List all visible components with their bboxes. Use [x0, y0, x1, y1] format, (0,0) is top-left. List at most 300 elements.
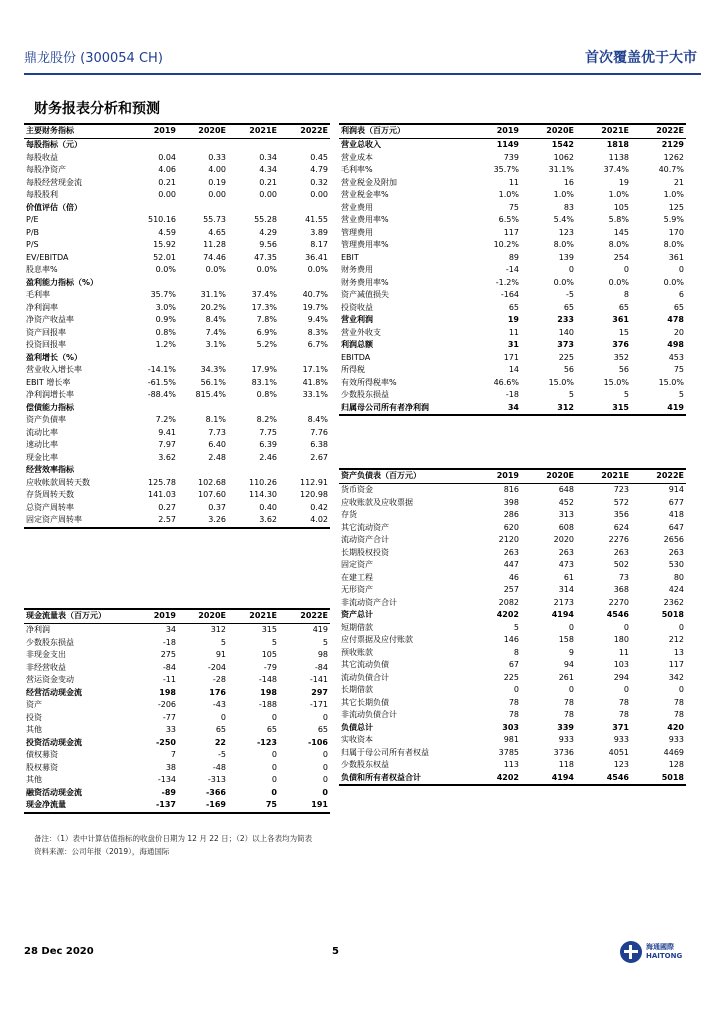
row-value: 352 [613, 352, 629, 362]
row-value: 225 [503, 672, 519, 682]
row-label: 每股净资产 [26, 165, 66, 174]
row-label: 应付票据及应付账款 [341, 635, 413, 644]
row-value: 4546 [606, 610, 629, 619]
table-row [24, 264, 330, 277]
row-label: 毛利率% [341, 165, 373, 174]
row-value: 2656 [663, 535, 684, 544]
row-value: 7.73 [208, 427, 226, 437]
row-value: -11 [162, 675, 176, 684]
row-value: 141.03 [148, 490, 176, 499]
table-row [339, 389, 686, 402]
row-value: 3.0% [155, 302, 176, 312]
row-value: 41.8% [302, 377, 328, 387]
row-value: -18 [505, 390, 519, 399]
row-value: 65 [215, 725, 226, 734]
row-value: 4.29 [259, 227, 277, 237]
row-value: 7 [170, 750, 176, 759]
row-value: 447 [503, 560, 519, 569]
row-value: 4.59 [158, 227, 176, 237]
row-value [128, 402, 178, 415]
row-value: 140 [558, 327, 574, 337]
table-row [24, 799, 330, 813]
table-row [24, 687, 330, 700]
row-label: 固定资产 [341, 560, 373, 569]
row-label: EBIT [341, 252, 359, 262]
year-header: 2022E [279, 124, 330, 139]
row-value: 418 [668, 510, 684, 519]
table-row [339, 759, 686, 772]
row-value: 94 [563, 660, 574, 669]
row-value: 0.0% [205, 265, 226, 274]
table-row [24, 189, 330, 202]
row-value: 8.0% [553, 240, 574, 249]
row-value: 6.40 [208, 440, 226, 449]
row-value: 2020 [553, 535, 574, 544]
table-row [339, 772, 686, 786]
row-value [279, 139, 330, 152]
row-value: 356 [613, 510, 629, 519]
row-value: 19 [507, 315, 519, 324]
row-value: 8.3% [307, 327, 328, 337]
row-value: 1262 [663, 152, 684, 162]
table-row [24, 774, 330, 787]
row-label: P/B [26, 227, 40, 237]
row-value: 933 [613, 735, 629, 744]
row-value: 2129 [661, 140, 684, 149]
row-label: 营业利润 [341, 315, 373, 324]
row-value: 117 [503, 227, 519, 237]
year-header: 2021E [228, 609, 279, 624]
row-value: 0.0% [663, 277, 684, 287]
row-value: 20 [673, 327, 684, 337]
row-value: 78 [508, 710, 519, 719]
row-value: 420 [667, 722, 684, 732]
row-value [228, 402, 279, 415]
row-value: 55.28 [254, 215, 277, 224]
row-value: 105 [613, 202, 629, 212]
year-header: 2022E [279, 609, 330, 624]
row-value: -89 [161, 787, 176, 797]
table-title: 利润表（百万元） [339, 124, 467, 139]
row-value: 8.4% [307, 415, 328, 424]
row-value: 0 [271, 712, 277, 722]
year-header: 2021E [228, 124, 279, 139]
row-value: 15 [618, 327, 629, 337]
row-value: 35.7% [493, 165, 519, 174]
row-value: 0 [568, 685, 574, 694]
row-value: 1.0% [608, 190, 629, 199]
row-value: 4.65 [208, 227, 226, 237]
row-value: 125 [668, 202, 684, 212]
row-label: 非现金支出 [26, 650, 66, 659]
row-label: 财务费用率% [341, 277, 389, 287]
row-value: 275 [160, 650, 176, 659]
table-row [339, 189, 686, 202]
row-label: 在建工程 [341, 572, 373, 582]
row-value: 0.00 [158, 190, 176, 199]
row-label: 现金净流量 [24, 799, 128, 813]
row-value: 0 [623, 265, 629, 274]
row-label: 资产负债率 [26, 415, 66, 424]
row-value: 55.73 [203, 215, 226, 224]
row-value: 56 [618, 365, 629, 374]
row-value: 739 [503, 152, 519, 162]
row-value: 5.2% [256, 340, 277, 349]
row-value: -204 [207, 662, 226, 672]
row-value: 34 [165, 625, 176, 634]
row-value: 452 [558, 497, 574, 507]
row-label: 投资 [26, 712, 42, 722]
row-value: -28 [212, 675, 226, 684]
row-value: 65 [508, 302, 519, 312]
table-row [24, 364, 330, 377]
row-value: 107.60 [198, 490, 226, 499]
row-value: 5 [220, 637, 226, 647]
row-label: 归属于母公司所有者权益 [341, 747, 429, 757]
balance-sheet-table [339, 468, 686, 786]
row-value: -106 [307, 737, 328, 747]
row-label: 营业税金及附加 [341, 177, 397, 187]
row-value [279, 402, 330, 415]
row-value: 981 [503, 735, 519, 744]
row-value: 61 [563, 572, 574, 582]
row-value: 4546 [576, 772, 631, 786]
row-label: 有效所得税率% [341, 377, 397, 387]
row-label: 总资产周转率 [26, 502, 74, 512]
row-label: 偿债能力指标 [26, 402, 74, 412]
row-value: 89 [508, 252, 519, 262]
haitong-logo-icon [620, 941, 642, 963]
row-label: 资产回报率 [26, 327, 66, 337]
row-label: 净利润 [26, 625, 50, 634]
table-row [339, 634, 686, 647]
row-label: 经营活动现金流 [26, 687, 82, 697]
row-value: 816 [503, 485, 519, 494]
table-row [339, 164, 686, 177]
row-value: 139 [558, 252, 574, 262]
row-value: 4194 [551, 610, 574, 619]
row-value: -366 [205, 787, 226, 797]
row-value: 37.4% [251, 290, 277, 299]
row-value: 212 [668, 635, 684, 644]
row-label: 应收帐款周转天数 [26, 477, 90, 487]
row-value: 78 [618, 710, 629, 719]
row-value: 297 [311, 687, 328, 697]
table-row [339, 509, 686, 522]
row-label: 营业费用 [341, 202, 373, 212]
row-label: 盈利能力指标（%） [26, 277, 99, 287]
row-value: 198 [260, 687, 277, 697]
table-row [339, 734, 686, 747]
row-value: 15.0% [548, 377, 574, 387]
row-value: 0.21 [259, 177, 277, 187]
row-value: 498 [667, 340, 684, 349]
row-label: 资产总计 [341, 610, 373, 619]
row-label: 每股股利 [26, 190, 58, 199]
table-row [339, 152, 686, 165]
table-note: 备注：（1）表中计算估值指标的收盘价日期为 12 月 22 日；（2）以上各表均为简表 [34, 834, 313, 843]
row-value [128, 464, 178, 477]
row-value: -1.2% [495, 277, 519, 287]
table-row [24, 712, 330, 725]
row-value [279, 464, 330, 477]
row-value: 263 [503, 547, 519, 557]
row-label: 利润总额 [341, 340, 373, 349]
row-value: 5 [623, 390, 629, 399]
row-label: 资产 [26, 700, 42, 709]
row-label: 归属母公司所有者净利润 [339, 402, 467, 416]
row-value: 118 [558, 760, 574, 769]
row-value: 198 [159, 687, 176, 697]
row-value: 114.30 [249, 490, 277, 499]
row-value: 6.9% [256, 327, 277, 337]
row-label: 其它长期负债 [341, 697, 389, 707]
row-value: 0 [678, 622, 684, 632]
row-value [128, 202, 178, 215]
table-row [339, 239, 686, 252]
row-value: 263 [668, 547, 684, 557]
row-value [178, 139, 228, 152]
row-value: 120.98 [300, 490, 328, 499]
row-value: 7.76 [310, 427, 328, 437]
footer-date: 28 Dec 2020 [24, 946, 94, 957]
row-value: 11 [618, 647, 629, 657]
table-row [339, 202, 686, 215]
row-value: 191 [279, 799, 330, 813]
row-value: 233 [557, 315, 574, 324]
row-label: 实收资本 [341, 735, 373, 744]
row-value: 313 [558, 510, 574, 519]
table-row [24, 452, 330, 465]
row-value: 83 [563, 202, 574, 212]
row-value: 3.62 [158, 452, 176, 462]
row-value: 0.0% [307, 265, 328, 274]
row-label: 投资回报率 [26, 340, 66, 349]
row-value: 315 [261, 625, 277, 634]
table-row [339, 647, 686, 660]
table-row [339, 327, 686, 340]
row-label: 融资活动现金流 [26, 787, 82, 797]
table-title: 主要财务指标 [24, 124, 128, 139]
row-label: 股权募资 [26, 762, 58, 772]
row-value: 4051 [608, 747, 629, 757]
row-value: 7.75 [259, 427, 277, 437]
row-label: 少数股东损益 [26, 637, 74, 647]
row-value: 4.02 [279, 514, 330, 528]
row-value: 0 [322, 712, 328, 722]
row-value: 0.45 [310, 152, 328, 162]
row-label: 其他 [26, 725, 42, 734]
row-label: 净利润增长率 [26, 390, 74, 399]
row-value: 530 [668, 560, 684, 569]
row-value: 2.48 [208, 452, 226, 462]
row-value: 263 [613, 547, 629, 557]
row-value: 65 [266, 725, 277, 734]
row-value: 31.1% [548, 165, 574, 174]
row-value: 13 [673, 647, 684, 657]
row-value [178, 402, 228, 415]
row-value: 361 [612, 315, 629, 324]
row-value: 0 [271, 787, 277, 797]
row-value: 16 [563, 177, 574, 187]
row-value: 5 [513, 622, 519, 632]
row-value: 0 [220, 712, 226, 722]
row-value: 3.1% [205, 340, 226, 349]
table-row [339, 709, 686, 722]
row-value: -14 [505, 265, 519, 274]
table-row [339, 697, 686, 710]
table-row [339, 684, 686, 697]
row-value: 2.46 [259, 452, 277, 462]
row-label: 速动比率 [26, 440, 58, 449]
row-label: 净资产收益率 [26, 315, 74, 324]
section-title: 财务报表分析和预测 [34, 101, 160, 117]
row-value: 0.40 [259, 502, 277, 512]
row-value [228, 202, 279, 215]
row-label: 营业总收入 [341, 140, 381, 149]
row-label: 长期借款 [341, 685, 373, 694]
row-value: -141 [309, 675, 328, 684]
row-value: 3736 [553, 747, 574, 757]
table-row [339, 659, 686, 672]
row-value: 0.42 [310, 502, 328, 512]
row-value [228, 464, 279, 477]
row-value: 4.34 [259, 165, 277, 174]
row-value: 2.57 [128, 514, 178, 528]
row-label: 流动负债合计 [341, 672, 389, 682]
row-label: 营业费用率% [341, 215, 389, 224]
row-value: 339 [557, 722, 574, 732]
row-value: 78 [563, 697, 574, 707]
row-label: 管理费用 [341, 227, 373, 237]
row-value: -206 [157, 700, 176, 709]
row-value: -137 [128, 799, 178, 813]
row-value [128, 352, 178, 365]
row-value: 0.00 [310, 190, 328, 199]
row-value: 2120 [498, 535, 519, 544]
row-value: -48 [212, 762, 226, 772]
table-row [24, 699, 330, 712]
row-label: 股息率% [26, 265, 58, 274]
row-value: 17.9% [251, 365, 277, 374]
row-label: 存货 [341, 510, 357, 519]
table-row [24, 737, 330, 750]
row-value: 0.37 [208, 502, 226, 512]
row-value: 4202 [496, 610, 519, 619]
row-value: 0 [678, 265, 684, 274]
row-value: 37.4% [603, 165, 629, 174]
table-row [24, 649, 330, 662]
row-value [279, 352, 330, 365]
row-value: 7.2% [155, 415, 176, 424]
row-value: 0 [322, 762, 328, 772]
row-value: 8.0% [663, 240, 684, 249]
row-value: 723 [613, 485, 629, 494]
row-value: -61.5% [147, 377, 176, 387]
table-row [339, 139, 686, 152]
row-value: 11 [508, 327, 519, 337]
row-label: 净利润率 [26, 302, 58, 312]
row-value: 0.33 [208, 152, 226, 162]
row-value: 0 [271, 750, 277, 759]
row-value [228, 352, 279, 365]
row-value: 78 [673, 710, 684, 719]
row-value: 35.7% [150, 290, 176, 299]
table-row [339, 227, 686, 240]
row-value: 17.3% [251, 302, 277, 312]
row-value: 8 [513, 647, 519, 657]
row-value: 5.8% [608, 215, 629, 224]
row-value: 9.4% [307, 315, 328, 324]
table-title: 资产负债表（百万元） [339, 469, 467, 484]
row-value: 1.0% [663, 190, 684, 199]
row-value [178, 202, 228, 215]
row-label: 预收账款 [341, 647, 373, 657]
row-value: 933 [668, 735, 684, 744]
row-value: 56.1% [200, 377, 226, 387]
row-value: 502 [613, 560, 629, 569]
row-value: 263 [558, 547, 574, 557]
row-value: 5 [271, 637, 277, 647]
row-label: 每股经营现金流 [26, 177, 82, 187]
table-row [24, 787, 330, 800]
cash-flow-table [24, 608, 330, 814]
row-label: 投资活动现金流 [26, 737, 82, 747]
row-value: 424 [668, 585, 684, 594]
row-label: 其它流动负债 [341, 660, 389, 669]
row-value: -84 [162, 662, 176, 672]
row-value: 7.8% [256, 315, 277, 324]
row-value: 74.46 [203, 252, 226, 262]
table-row [339, 572, 686, 585]
row-label: 投资收益 [341, 302, 373, 312]
table-row [24, 402, 330, 415]
row-value: 2.67 [310, 452, 328, 462]
row-value: 2173 [553, 597, 574, 607]
row-value: 376 [612, 340, 629, 349]
row-value: 572 [613, 497, 629, 507]
row-value: 78 [618, 697, 629, 707]
row-value: -188 [258, 700, 277, 709]
table-row [24, 414, 330, 427]
row-label: 其他 [26, 775, 42, 784]
row-value: 0.8% [256, 390, 277, 399]
row-label: P/S [26, 240, 39, 249]
row-value: 91 [215, 650, 226, 659]
table-header-row [24, 609, 330, 624]
row-value: 0.32 [310, 177, 328, 187]
row-value: -77 [162, 712, 176, 722]
row-label: P/E [26, 215, 39, 224]
row-label: 营运资金变动 [26, 675, 74, 684]
row-value: 123 [613, 760, 629, 769]
row-label: 负债和所有者权益合计 [339, 772, 467, 786]
year-header: 2020E [178, 124, 228, 139]
table-row [24, 377, 330, 390]
row-value: 22 [214, 737, 226, 747]
row-value: 2276 [608, 535, 629, 544]
row-label: 长期股权投资 [341, 547, 389, 557]
row-value: 83.1% [251, 377, 277, 387]
row-value: -88.4% [147, 390, 176, 399]
header-divider [24, 73, 701, 75]
row-label: 货币资金 [341, 485, 373, 494]
year-header: 2020E [178, 609, 228, 624]
row-value: 113 [503, 760, 519, 769]
row-value: 0.8% [155, 327, 176, 337]
row-label: 资产减值损失 [341, 290, 389, 299]
row-value: 105 [261, 650, 277, 659]
